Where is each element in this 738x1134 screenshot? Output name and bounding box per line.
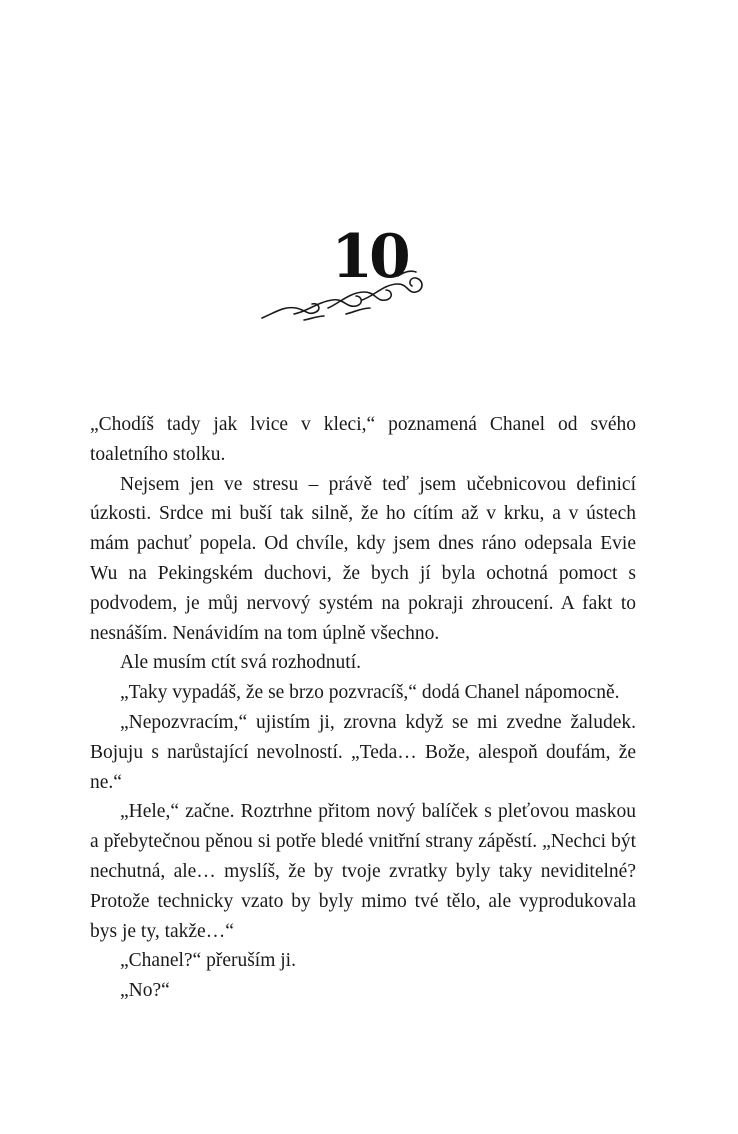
paragraph: „Nepozvracím,“ ujistím ji, zrovna když se mi zvedne žaludek. Bojuju s narůstající nevolností. „Teda… Bože, alespoň doufám, že ne.“ bbox=[90, 711, 636, 793]
paragraph: „Taky vypadáš, že se brzo pozvracíš,“ dodá Chanel nápomocně. bbox=[120, 682, 620, 704]
paragraph: „Chodíš tady jak lvice v kleci,“ poznamená Chanel od svého toaletního stolku. bbox=[90, 414, 636, 465]
chapter-body-text bbox=[90, 410, 636, 1006]
chapter-flourish-ornament bbox=[258, 262, 430, 326]
paragraph: „No?“ bbox=[120, 980, 170, 1002]
paragraph: Ale musím ctít svá rozhodnutí. bbox=[120, 652, 362, 674]
paragraph: „Hele,“ začne. Roztrhne přitom nový balíček s pleťovou maskou a přebytečnou pěnou si potře bledé vnitřní strany zápěstí. „Nechci být nechutná, ale… myslíš, že by tvoje zvratky byly taky neviditelné? Protože technicky vzato by byly mimo tvé tělo, ale vyprodukovala bys je ty, takže…“ bbox=[90, 801, 636, 942]
chapter-number: 10 bbox=[331, 222, 407, 292]
paragraph: „Chanel?“ přeruším ji. bbox=[120, 950, 296, 972]
paragraph: Nejsem jen ve stresu – právě teď jsem učebnicovou definicí úzkosti. Srdce mi buší tak silně, že ho cítím až v krku, a v ústech mám pachuť popela. Od chvíle, kdy jsem dnes ráno odepsala Evie Wu na Pekingském duchovi, že bych jí byla ochotná pomoct s podvodem, je můj nervový systém na pokraji zhroucení. A fakt to nesnáším. Nenávidím na tom úplně všechno. bbox=[90, 473, 636, 644]
